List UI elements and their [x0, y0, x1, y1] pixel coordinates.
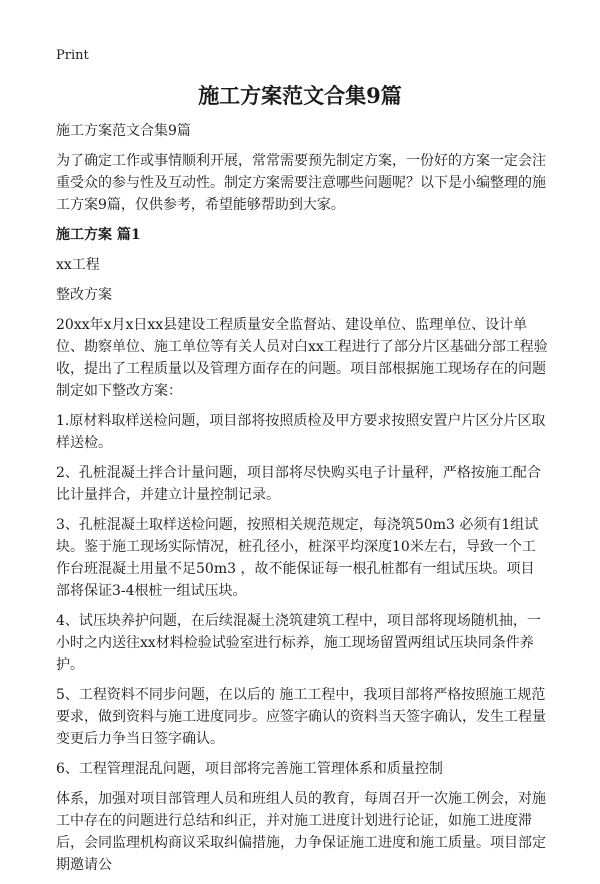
list-item: 2、孔桩混凝土拌合计量问题，项目部将尽快购买电子计量秤，严格按施工配合比计量拌合，并建立计量控制记录。 [56, 465, 541, 503]
print-label: Print [56, 48, 89, 63]
list-item: 6、工程管理混乱问题，项目部将完善施工管理体系和质量控制 [56, 761, 443, 777]
list-item: 1.原材料取样送检问题，项目部将按照质检及甲方要求按照安置户片区分片区取样送检。 [56, 413, 546, 451]
last-paragraph: 体系，加强对项目部管理人员和班组人员的教育，每周召开一次施工例会，对施工中存在的问题进行总结和纠正，并对施工进度计划进行论证，如施工进度滞后，会同监理机构商议采取纠偏措施，力争保证施工进度和施工质量。项目部定期邀请公 [56, 791, 546, 873]
document-subtitle: 施工方案范文合集9篇 [56, 123, 191, 139]
section-heading: 施工方案 篇1 [56, 227, 141, 243]
document-title: 施工方案范文合集9篇 [198, 83, 402, 108]
list-item: 3、孔桩混凝土取样送检问题，按照相关规范规定，每浇筑50m3 必须有1组试块。鉴于施工现场实际情况，桩孔径小，桩深平均深度10米左右，导致一个工作台班混凝土用量不足50m3 ，故不能保证每一根孔桩都有一组试压块。项目部将保证3-4根桩一组试压块。 [56, 517, 539, 599]
rectify-heading: 整改方案 [56, 287, 112, 303]
project-name: xx工程 [56, 257, 100, 273]
intro-paragraph: 为了确定工作或事情顺利开展，常常需要预先制定方案，一份好的方案一定会注重受众的参与性及互动性。制定方案需要注意哪些问题呢？以下是小编整理的施工方案9篇，仅供参考，希望能够帮助到大家。 [56, 153, 546, 213]
list-item: 5、工程资料不同步问题，在以后的 施工工程中，我项目部将严格按照施工规范要求，做到资料与施工进度同步。应签字确认的资料当天签字确认，发生工程量变更后力争当日签字确认。 [56, 687, 546, 747]
list-item: 4、试压块养护问题，在后续混凝土浇筑建筑工程中，项目部将现场随机抽，一小时之内送往xx材料检验试验室进行标养，施工现场留置两组试压块同条件养护。 [56, 613, 541, 673]
document-body [56, 120, 548, 884]
main-paragraph: 20xx年x月x日xx县建设工程质量安全监督站、建设单位、监理单位、设计单位、勘察单位、施工单位等有关人员对白xx工程进行了部分片区基础分部工程验收，提出了工程质量以及管理方面存在的问题。项目部根据施工现场存在的问题制定如下整改方案： [56, 317, 548, 399]
